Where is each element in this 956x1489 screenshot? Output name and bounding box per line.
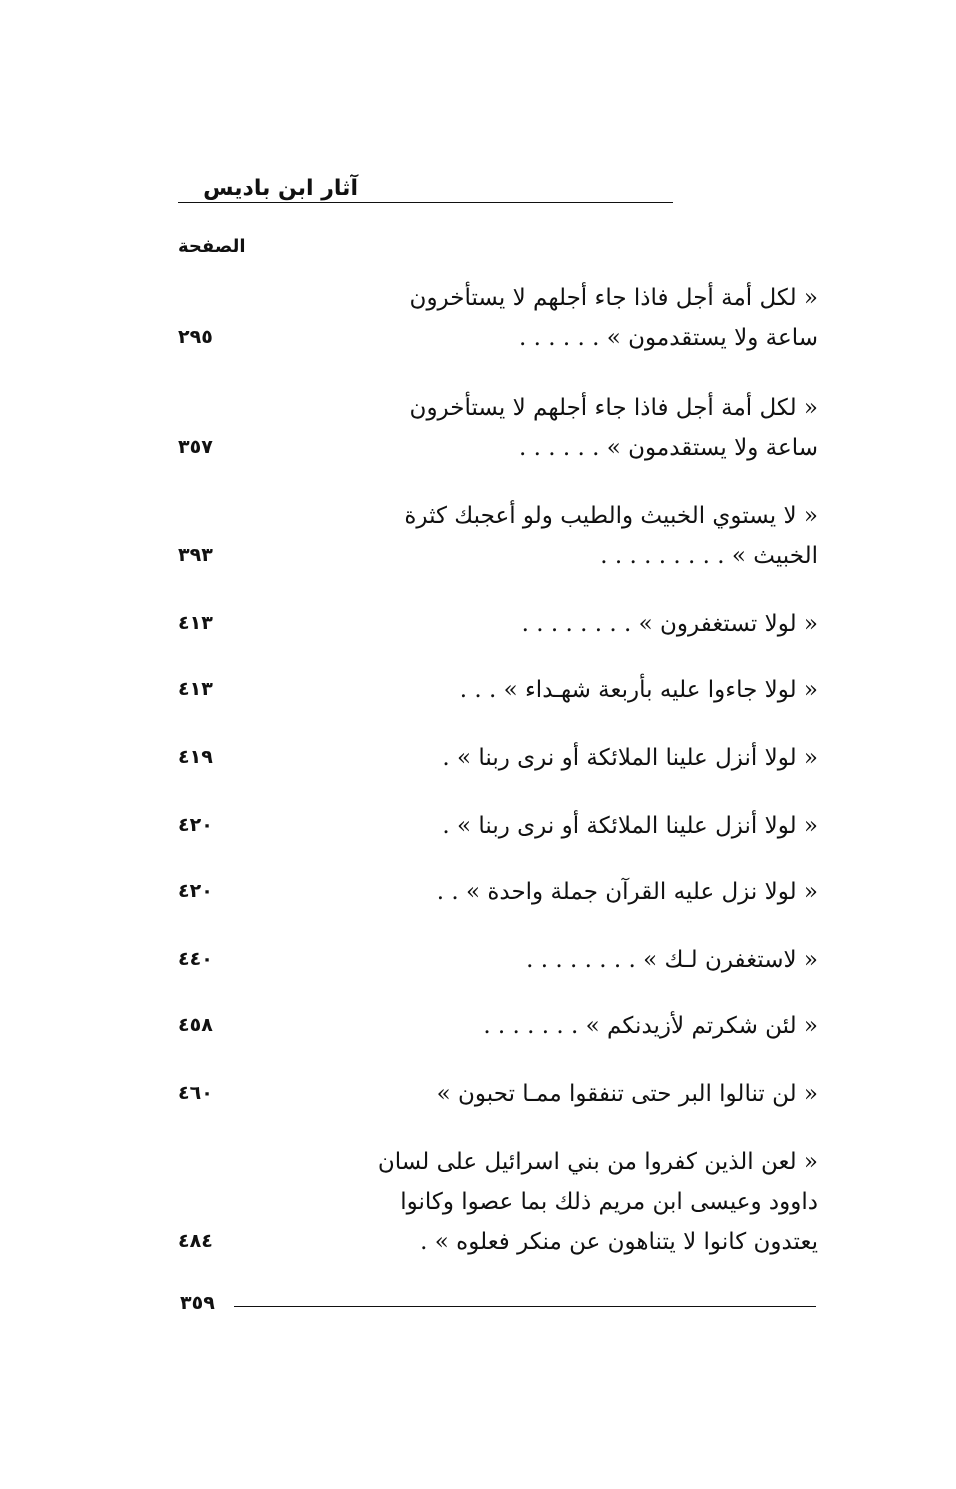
entry-page-number: ٤٤٠ [178,948,213,970]
entry-page-number: ٣٥٧ [178,436,213,458]
entry-page-number: ٤١٩ [178,746,213,768]
entry-page-number: ٢٩٥ [178,326,213,348]
entry-line: « لن تنالوا البر حتى تنفقوا ممـا تحبون » [436,1081,818,1107]
entry-page-number: ٤٢٠ [178,880,213,902]
index-entry [170,490,818,569]
entry-page-number: ٤٥٨ [178,1014,213,1036]
index-entry [170,866,818,906]
entry-line: « لكل أمة أجل فاذا جاء أجلهم لا يستأخرون [409,285,818,311]
book-title: آثار ابن باديس [203,176,358,201]
index-entry [170,664,818,704]
entry-line: « لولا نزل عليه القرآن جملة واحدة » . . [436,879,818,905]
entry-line: « لكل أمة أجل فاذا جاء أجلهم لا يستأخرون [409,395,818,421]
entry-line: « لاستغفرن لـك » . . . . . . . . [526,947,818,973]
running-header [178,176,818,210]
index-entry [170,272,818,351]
entry-line: « لولا أنزل علينا الملائكة أو نرى ربنا » . [442,745,818,771]
entry-page-number: ٣٩٣ [178,544,213,566]
entry-page-number: ٤٨٤ [178,1230,213,1252]
entry-page-number: ٤٦٠ [178,1082,213,1104]
entry-line: الخبيث » . . . . . . . . . [600,543,818,569]
entry-line: « لولا أنزل علينا الملائكة أو نرى ربنا » . [442,813,818,839]
index-entry [170,1068,818,1108]
entry-line: « لولا تستغفرون » . . . . . . . . [521,611,818,637]
entry-line: « لا يستوي الخبيث والطيب ولو أعجبك كثرة [404,503,818,529]
index-entry [170,382,818,461]
entry-line: يعتدون كانوا لا يتناهون عن منكر فعلوه » . [420,1229,818,1255]
entry-page-number: ٤١٣ [178,612,213,634]
footer-rule [234,1306,816,1307]
index-entry [170,732,818,772]
entry-line: « لعن الذين كفروا من بني اسرائيل على لسان [377,1149,818,1175]
index-entry [170,934,818,974]
entry-page-number: ٤١٣ [178,678,213,700]
entry-line: « لئن شكرتم لأزيدنكم » . . . . . . . [483,1013,818,1039]
index-entry [170,598,818,638]
header-rule [178,202,673,203]
page-column-label: الصفحة [178,236,246,257]
entry-line: ساعة ولا يستقدمون » . . . . . . [519,325,818,351]
entry-line: « لولا جاءوا عليه بأربعة شهـداء » . . . [459,677,818,703]
index-entry [170,1000,818,1040]
entry-page-number: ٤٢٠ [178,814,213,836]
entry-line: داوود وعيسى ابن مريم ذلك بما عصوا وكانوا [400,1189,818,1215]
page-number: ٣٥٩ [180,1292,215,1314]
index-entry [170,800,818,840]
index-entry [170,1136,818,1255]
entry-line: ساعة ولا يستقدمون » . . . . . . [519,435,818,461]
